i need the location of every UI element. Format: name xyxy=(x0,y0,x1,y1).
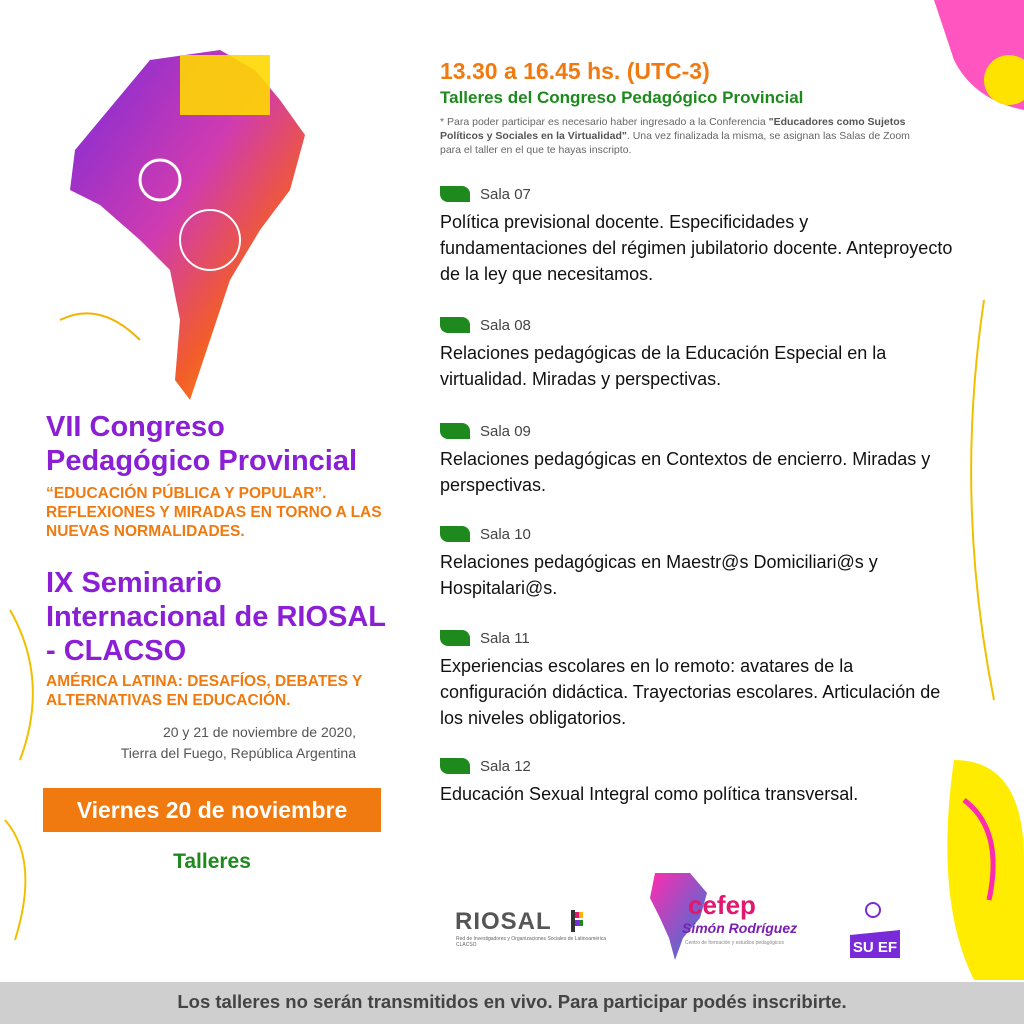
schedule-time: 13.30 a 16.45 hs. (UTC-3) xyxy=(440,58,710,84)
latin-america-map-illustration xyxy=(40,40,340,410)
sala-label: Sala 09 xyxy=(480,422,531,440)
sutef-logo-icon xyxy=(845,890,905,960)
sala-description: Relaciones pedagógicas en Maestr@s Domiciliari@s y Hospitalari@s. xyxy=(440,552,878,598)
congress-subtitle: “EDUCACIÓN PÚBLICA Y POPULAR”. REFLEXIONES Y MIRADAS EN TORNO A LAS NUEVAS NORMALIDADES. xyxy=(46,485,382,540)
sala-tag-icon xyxy=(440,186,470,202)
schedule-title: Talleres del Congreso Pedagógico Provincial xyxy=(440,88,804,107)
sala-item xyxy=(440,627,960,731)
sala-label: Sala 07 xyxy=(480,185,531,203)
sala-item xyxy=(440,183,960,287)
note-conference-name: "Educadores como Sujetos Políticos y Sociales en la Virtualidad" xyxy=(440,116,906,142)
sala-item xyxy=(440,314,960,392)
sala-label: Sala 08 xyxy=(480,316,531,334)
congress-title: VII Congreso Pedagógico Provincial xyxy=(46,411,358,477)
cefep-logo: cefep xyxy=(688,890,756,920)
participation-note xyxy=(440,115,920,157)
riosal-logo: RIOSAL xyxy=(455,908,552,935)
sala-label: Sala 10 xyxy=(480,525,531,543)
sala-item xyxy=(440,420,960,498)
event-dates xyxy=(46,722,356,764)
seminar-title: IX Seminario Internacional de RIOSAL - CLACSO xyxy=(46,567,386,667)
day-banner: Viernes 20 de noviembre xyxy=(43,788,381,832)
note-text-1: * Para poder participar es necesario haber ingresado a la Conferencia xyxy=(440,116,769,128)
sala-tag-icon xyxy=(440,526,470,542)
note-text-2: . Una vez finalizada la misma, se asignan las Salas de Zoom para el taller en el que te hayas inscripto. xyxy=(440,130,910,156)
riosal-bars-icon xyxy=(571,910,583,932)
sala-description: Relaciones pedagógicas de la Educación Especial en la virtualidad. Miradas y perspectivas. xyxy=(440,343,887,389)
sala-tag-icon xyxy=(440,630,470,646)
sala-item xyxy=(440,523,960,601)
sala-label: Sala 12 xyxy=(480,757,531,775)
sala-item xyxy=(440,755,960,807)
sala-description: Política previsional docente. Especificidades y fundamentaciones del régimen jubilatorio docente. Anteproyecto de la ley que necesitamos. xyxy=(440,212,953,284)
riosal-subtitle: Red de Investigadores y Organizaciones Sociales de Latinoamérica CLACSO xyxy=(456,936,607,948)
seminar-subtitle: AMÉRICA LATINA: DESAFÍOS, DEBATES Y ALTERNATIVAS EN EDUCACIÓN. xyxy=(46,673,363,709)
sala-description: Relaciones pedagógicas en Contextos de encierro. Miradas y perspectivas. xyxy=(440,449,931,495)
sala-tag-icon xyxy=(440,423,470,439)
sala-tag-icon xyxy=(440,317,470,333)
dates-line-1: 20 y 21 de noviembre de 2020, xyxy=(162,724,356,740)
dates-line-2: Tierra del Fuego, República Argentina xyxy=(120,745,356,761)
sala-label: Sala 11 xyxy=(480,629,530,647)
cefep-subtitle: Centro de formación y estudios pedagógicos xyxy=(685,940,784,946)
sponsor-logos xyxy=(450,860,930,970)
talleres-label: Talleres xyxy=(173,850,251,873)
sala-tag-icon xyxy=(440,758,470,774)
footer-notice: Los talleres no serán transmitidos en vivo. Para participar podés inscribirte. xyxy=(0,982,1024,1024)
cefep-name: Simón Rodríguez xyxy=(682,920,798,936)
sala-description: Educación Sexual Integral como política transversal. xyxy=(440,784,859,804)
sala-description: Experiencias escolares en lo remoto: avatares de la configuración didáctica. Trayectorias escolares. Articulación de los niveles obligatorios. xyxy=(440,656,941,728)
svg-text:SU EF: SU EF xyxy=(852,939,898,956)
